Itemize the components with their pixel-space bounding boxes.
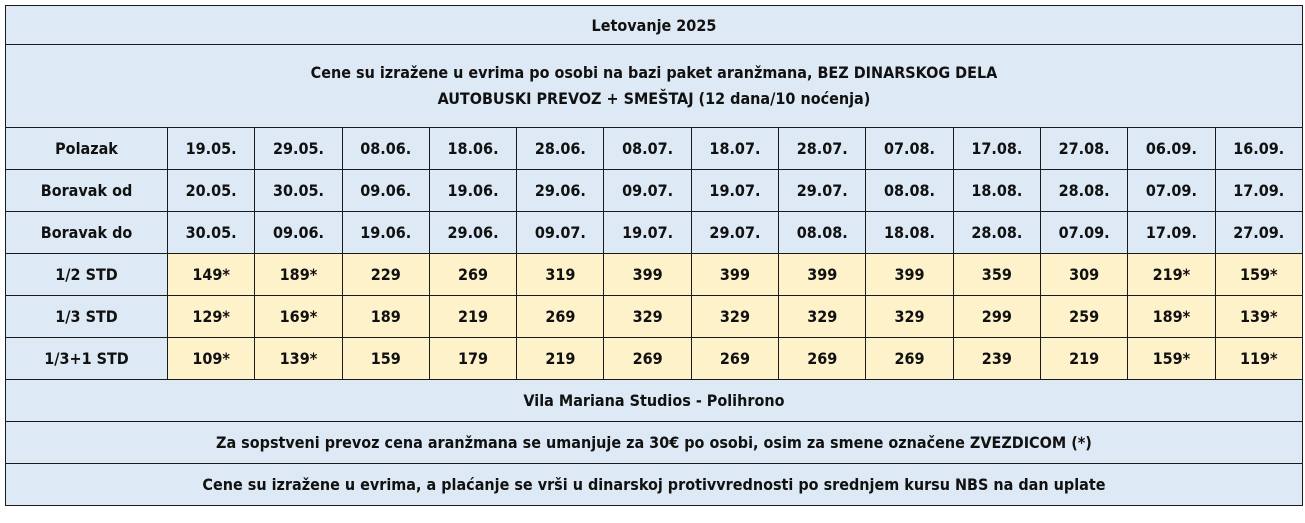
date-cell: 09.06. xyxy=(255,212,342,254)
row-label: Boravak do xyxy=(6,212,168,254)
date-cell: 08.06. xyxy=(342,128,429,170)
row-boravak-od xyxy=(6,170,1303,212)
date-cell: 17.09. xyxy=(1215,170,1302,212)
price-cell: 189 xyxy=(342,296,429,338)
date-cell: 09.07. xyxy=(604,170,691,212)
date-cell: 29.07. xyxy=(779,170,866,212)
subtitle-line-2: AUTOBUSKI PREVOZ + SMEŠTAJ (12 dana/10 noćenja) xyxy=(437,89,871,108)
date-cell: 28.06. xyxy=(517,128,604,170)
date-cell: 29.05. xyxy=(255,128,342,170)
price-cell: 179 xyxy=(429,338,516,380)
price-cell: 329 xyxy=(866,296,953,338)
row-label: Polazak xyxy=(6,128,168,170)
price-cell: 189* xyxy=(1128,296,1215,338)
price-cell: 269 xyxy=(779,338,866,380)
date-cell: 27.09. xyxy=(1215,212,1302,254)
date-cell: 17.09. xyxy=(1128,212,1215,254)
price-cell: 399 xyxy=(691,254,778,296)
date-cell: 19.07. xyxy=(604,212,691,254)
row-label: 1/2 STD xyxy=(6,254,168,296)
date-cell: 08.08. xyxy=(866,170,953,212)
price-cell: 139* xyxy=(1215,296,1302,338)
row-std-1-2 xyxy=(6,254,1303,296)
price-table xyxy=(5,5,1303,506)
date-cell: 18.07. xyxy=(691,128,778,170)
date-cell: 18.06. xyxy=(429,128,516,170)
price-cell: 359 xyxy=(953,254,1040,296)
subtitle-row xyxy=(6,45,1303,128)
price-cell: 119* xyxy=(1215,338,1302,380)
price-cell: 239 xyxy=(953,338,1040,380)
date-cell: 09.06. xyxy=(342,170,429,212)
table-subtitle xyxy=(6,45,1303,128)
row-std-1-3 xyxy=(6,296,1303,338)
price-cell: 399 xyxy=(604,254,691,296)
date-cell: 18.08. xyxy=(866,212,953,254)
table-title: Letovanje 2025 xyxy=(6,6,1303,45)
subtitle-line-1: Cene su izražene u evrima po osobi na bazi paket aranžmana, BEZ DINARSKOG DELA xyxy=(310,63,998,82)
date-cell: 19.06. xyxy=(342,212,429,254)
date-cell: 27.08. xyxy=(1040,128,1127,170)
price-cell: 269 xyxy=(517,296,604,338)
date-cell: 29.06. xyxy=(517,170,604,212)
row-label: 1/3 STD xyxy=(6,296,168,338)
date-cell: 29.07. xyxy=(691,212,778,254)
property-name: Vila Mariana Studios - Polihrono xyxy=(6,380,1303,422)
price-cell: 129* xyxy=(168,296,255,338)
payment-note: Cene su izražene u evrima, a plaćanje se vrši u dinarskoj protivvrednosti po srednjem kursu NBS na dan uplate xyxy=(6,464,1303,506)
price-cell: 319 xyxy=(517,254,604,296)
price-cell: 399 xyxy=(779,254,866,296)
transport-note-row xyxy=(6,422,1303,464)
price-cell: 269 xyxy=(429,254,516,296)
date-cell: 28.08. xyxy=(1040,170,1127,212)
price-cell: 149* xyxy=(168,254,255,296)
date-cell: 08.08. xyxy=(779,212,866,254)
date-cell: 19.07. xyxy=(691,170,778,212)
price-cell: 219 xyxy=(429,296,516,338)
price-cell: 329 xyxy=(604,296,691,338)
date-cell: 20.05. xyxy=(168,170,255,212)
price-cell: 269 xyxy=(604,338,691,380)
price-cell: 269 xyxy=(691,338,778,380)
price-cell: 309 xyxy=(1040,254,1127,296)
date-cell: 19.06. xyxy=(429,170,516,212)
date-cell: 30.05. xyxy=(255,170,342,212)
price-cell: 159* xyxy=(1215,254,1302,296)
price-cell: 159 xyxy=(342,338,429,380)
property-row xyxy=(6,380,1303,422)
date-cell: 28.07. xyxy=(779,128,866,170)
title-row xyxy=(6,6,1303,45)
price-cell: 159* xyxy=(1128,338,1215,380)
row-polazak xyxy=(6,128,1303,170)
price-cell: 169* xyxy=(255,296,342,338)
price-cell: 329 xyxy=(691,296,778,338)
date-cell: 17.08. xyxy=(953,128,1040,170)
price-cell: 299 xyxy=(953,296,1040,338)
date-cell: 06.09. xyxy=(1128,128,1215,170)
date-cell: 19.05. xyxy=(168,128,255,170)
date-cell: 30.05. xyxy=(168,212,255,254)
date-cell: 29.06. xyxy=(429,212,516,254)
price-cell: 219 xyxy=(517,338,604,380)
payment-note-row xyxy=(6,464,1303,506)
date-cell: 07.08. xyxy=(866,128,953,170)
price-cell: 109* xyxy=(168,338,255,380)
row-label: Boravak od xyxy=(6,170,168,212)
price-cell: 229 xyxy=(342,254,429,296)
price-cell: 259 xyxy=(1040,296,1127,338)
row-label: 1/3+1 STD xyxy=(6,338,168,380)
price-cell: 189* xyxy=(255,254,342,296)
date-cell: 09.07. xyxy=(517,212,604,254)
date-cell: 07.09. xyxy=(1040,212,1127,254)
row-boravak-do xyxy=(6,212,1303,254)
date-cell: 18.08. xyxy=(953,170,1040,212)
date-cell: 28.08. xyxy=(953,212,1040,254)
row-std-1-3-1 xyxy=(6,338,1303,380)
date-cell: 07.09. xyxy=(1128,170,1215,212)
price-cell: 269 xyxy=(866,338,953,380)
price-cell: 399 xyxy=(866,254,953,296)
price-cell: 219 xyxy=(1040,338,1127,380)
date-cell: 16.09. xyxy=(1215,128,1302,170)
date-cell: 08.07. xyxy=(604,128,691,170)
price-cell: 329 xyxy=(779,296,866,338)
price-cell: 139* xyxy=(255,338,342,380)
price-cell: 219* xyxy=(1128,254,1215,296)
transport-note: Za sopstveni prevoz cena aranžmana se umanjuje za 30€ po osobi, osim za smene označene ZVEZDICOM (*) xyxy=(6,422,1303,464)
